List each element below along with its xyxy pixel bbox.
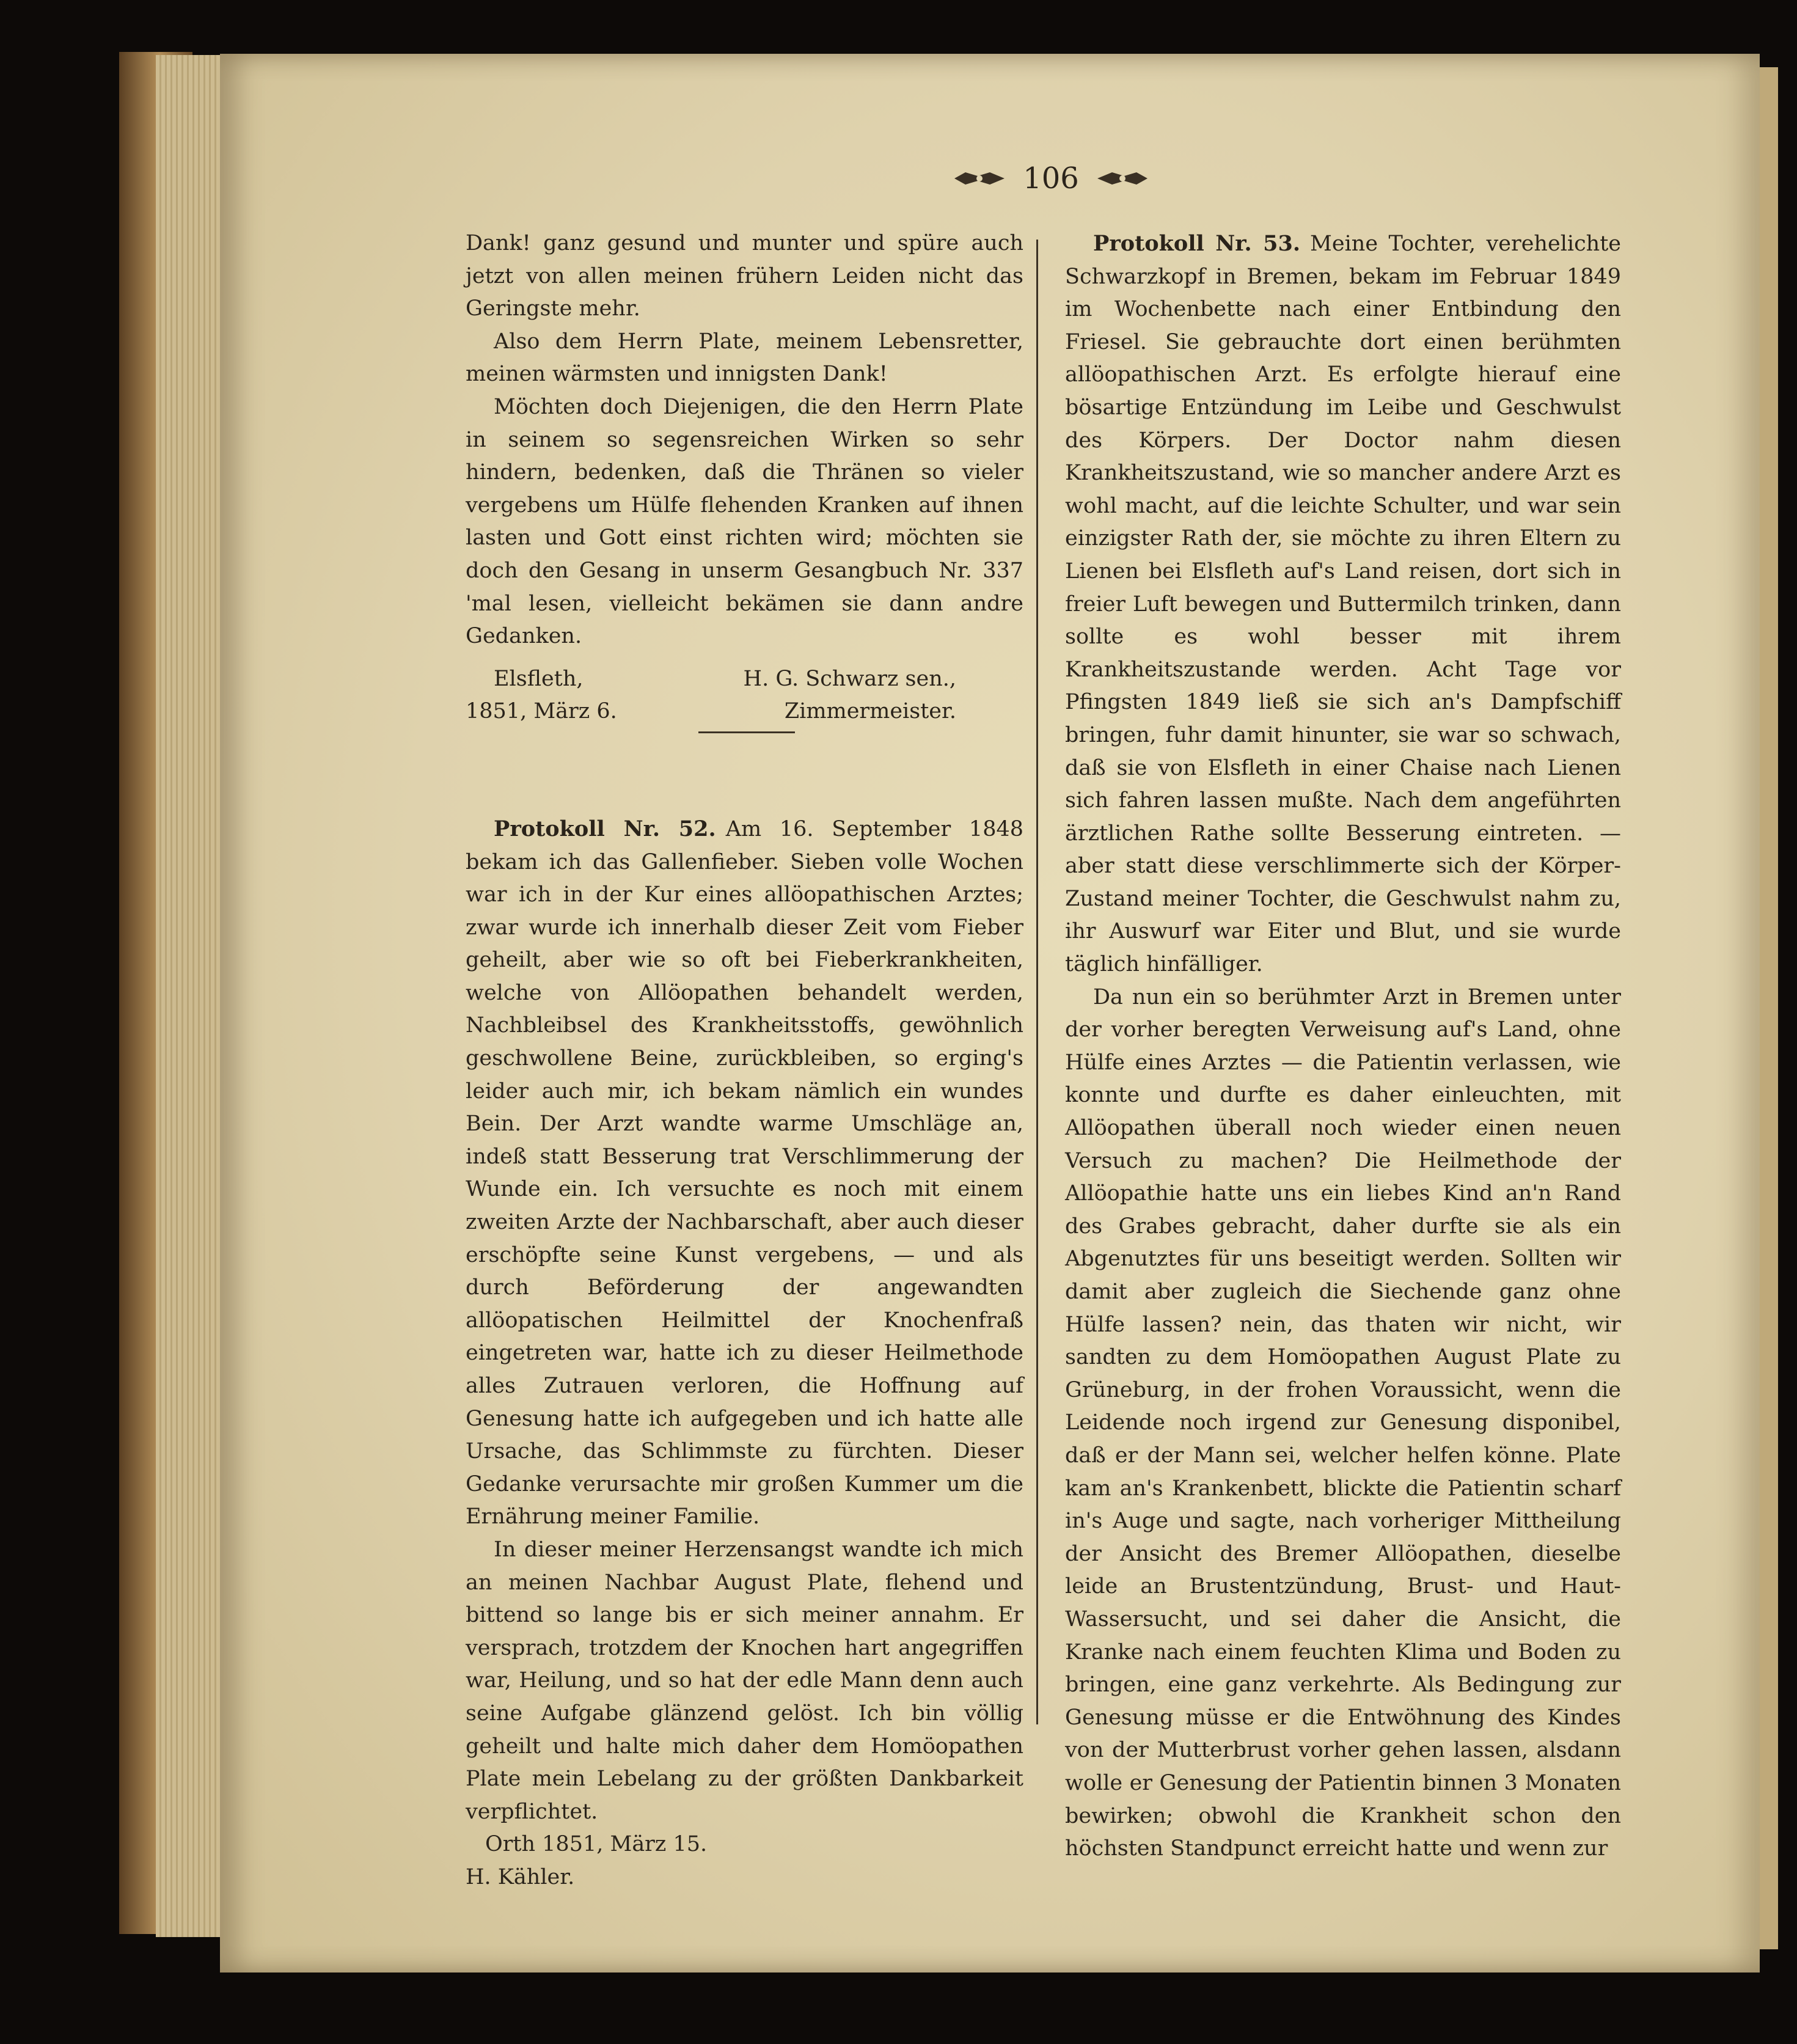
signature-row: [466, 695, 1023, 728]
protocol-53-paragraph: [1065, 227, 1621, 981]
signature-title: Zimmermeister.: [784, 699, 956, 724]
signature-row: [466, 663, 1023, 696]
protocol-53-heading: Protokoll Nr. 53.: [1093, 231, 1301, 256]
continuation-paragraph: Möchten doch Diejenigen, die den Herrn Plate in seinem so segensreichen Wirken so sehr hindern, bedenken, daß die Thränen so vieler vergebens um Hülfe flehenden Kranken auf ihnen lasten und Gott einst richten wird; möchten sie doch den Gesang in unserm Gesangbuch Nr. 337 'mal lesen, vielleicht bekämen sie dann andre Gedanken.: [466, 394, 1023, 649]
left-column: [466, 227, 1023, 1894]
page-header: [941, 160, 1161, 197]
left-ornament-icon: [953, 170, 1006, 187]
protocol-52-paragraph: [466, 813, 1023, 1534]
signature-date: 1851, März 6.: [466, 699, 617, 724]
column-divider: [1036, 240, 1038, 1724]
page-number: 106: [1023, 161, 1079, 196]
continuation-paragraph: Dank! ganz gesund und munter und spüre auch jetzt von allen meinen frühern Leiden nicht das Geringste mehr.: [466, 231, 1023, 321]
protocol-52-heading: Protokoll Nr. 52.: [494, 816, 716, 841]
protocol-52-signature: H. Kähler.: [466, 1864, 575, 1889]
signature-name: H. G. Schwarz sen.,: [743, 666, 956, 691]
protocol-53-paragraph: Da nun ein so berühmter Arzt in Bremen unter der vorher beregten Verweisung auf's Land, ohne Hülfe eines Arztes — die Patientin verlassen, wie konnte und durfte es daher einleuchten, mit Allöopathen überall noch wieder einen neuen Versuch zu machen? Die Heilmethode der Allöopathie hatte uns ein liebes Kind an'n Rand des Grabes gebracht, daher durfte sie als ein Abgenutztes für uns beseitigt werden. Sollten wir damit aber zugleich die Siechende ganz ohne Hülfe lassen? nein, das thaten wir nicht, wir sandten zu dem Homöopathen August Plate zu Grüneburg, in der frohen Voraussicht, wenn die Leidende noch irgend zur Genesung disponibel, daß er der Mann sei, welcher helfen könne. Plate kam an's Krankenbett, blickte die Patientin scharf in's Auge und sagte, nach vorheriger Mittheilung der Ansicht des Bremer Allöopathen, dieselbe leide an Brustentzündung, Brust- und Haut-Wassersucht, und sei daher die Ansicht, die Kranke nach einem feuchten Klima und Boden zu bringen, eine ganz verkehrte. Als Bedingung zur Genesung müsse er die Entwöhnung des Kindes von der Mutterbrust vorher gehen lassen, alsdann wolle er Genesung der Patientin binnen 3 Monaten bewirken; obwohl die Krankheit schon den höchsten Standpunct erreicht hatte und wenn zur: [1065, 984, 1621, 1861]
protocol-52-place-date: Orth 1851, März 15.: [485, 1832, 708, 1857]
protocol-53-text: Meine Tochter, verehelichte Schwarzkopf in Bremen, bekam im Februar 1849 im Wochenbette nach einer Entbindung den Friesel. Sie gebrauchte dort einen berühmten allöopathischen Arzt. Es erfolgte hierauf eine bösartige Entzündung im Leibe und Geschwulst des Körpers. Der Doctor nahm diesen Krankheitszustand, wie so mancher andere Arzt es wohl macht, auf die leichte Schulter, und war sein einzigster Rath der, sie möchte zu ihren Eltern zu Lienen bei Elsfleth auf's Land reisen, dort sich in freier Luft bewegen und Buttermilch trinken, dann sollte es wohl besser mit ihrem Krankheitszustande werden. Acht Tage vor Pfingsten 1849 ließ sie sich an's Dampfschiff bringen, fuhr damit hinunter, sie war so schwach, daß sie von Elsfleth in einer Chaise nach Lienen sich fahren lassen mußte. Nach dem angeführten ärztlichen Rathe sollte Besserung eintreten. — aber statt diese verschlimmerte sich der Körper-Zustand meiner Tochter, die Geschwulst nahm zu, ihr Auswurf war Eiter und Blut, und sie wurde täglich hinfälliger.: [1065, 232, 1621, 977]
protocol-52-text: Am 16. September 1848 bekam ich das Gallenfieber. Sieben volle Wochen war ich in der Kur eines allöopathischen Arztes; zwar wurde ich innerhalb dieser Zeit vom Fieber geheilt, aber wie so oft bei Fieberkrankheiten, welche von Allöopathen behandelt werden, Nachbleibsel des Krankheitsstoffs, gewöhnlich geschwollene Beine, zurückbleiben, so erging's leider auch mir, ich bekam nämlich ein wundes Bein. Der Arzt wandte warme Umschläge an, indeß statt Besserung trat Verschlimmerung der Wunde ein. Ich versuchte es noch mit einem zweiten Arzte der Nachbarschaft, aber auch dieser erschöpfte seine Kunst vergebens, — und als durch Beförderung der angewandten allöopatischen Heilmittel der Knochenfraß eingetreten war, hatte ich zu dieser Heilmethode alles Zutrauen verloren, die Hoffnung auf Genesung hatte ich aufgegeben und ich hatte alle Ursache, das Schlimmste zu fürchten. Dieser Gedanke verursachte mir großen Kummer um die Ernährung meiner Familie.: [466, 816, 1023, 1529]
spacer: [466, 728, 1023, 813]
signature-place: Elsfleth,: [494, 666, 584, 691]
protocol-52-paragraph: In dieser meiner Herzensangst wandte ich mich an meinen Nachbar August Plate, flehend und bittend so lange bis er sich meiner annahm. Er versprach, trotzdem der Knochen hart angegriffen war, Heilung, und so hat der edle Mann denn auch seine Aufgabe glänzend gelöst. Ich bin völlig geheilt und halte mich daher dem Homöopathen Plate mein Lebelang zu der größten Dankbarkeit verpflichtet.: [466, 1537, 1023, 1824]
right-column: [1065, 227, 1621, 1866]
right-ornament-icon: [1096, 170, 1149, 187]
continuation-paragraph: Also dem Herrn Plate, meinem Lebensretter, meinen wärmsten und innigsten Dank!: [466, 329, 1023, 387]
